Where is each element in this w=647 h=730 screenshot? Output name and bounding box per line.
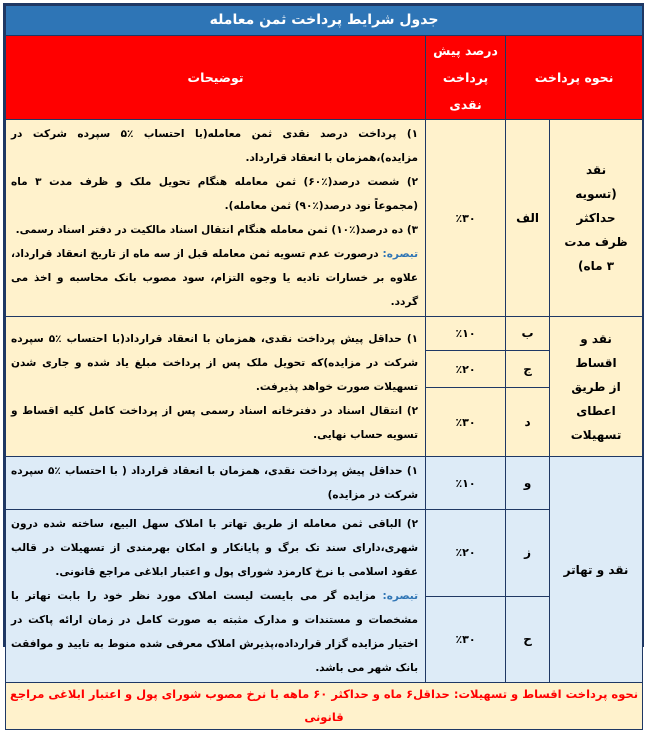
table-row-installments <box>6 317 643 351</box>
table-row-tahator <box>6 457 643 510</box>
prepay-percent: ٪۳۰ <box>426 388 506 457</box>
notes-cash <box>6 120 426 317</box>
table-row-cash <box>6 120 643 317</box>
prepay-percent: ٪۳۰ <box>426 596 506 683</box>
prepay-percent: ٪۲۰ <box>426 351 506 388</box>
table-row-tahator <box>6 510 643 597</box>
header-prepay-percent <box>426 36 506 120</box>
note-tahator-1: ۱) حداقل پیش پرداخت نقدی، همزمان با انعقاد قرارداد ( با احتساب ٪۵ سپرده شرکت در مزایده) <box>11 465 419 501</box>
method-tahator: نقد و تهاتر <box>550 457 643 683</box>
option-letter: الف <box>506 120 550 317</box>
option-letter: د <box>506 388 550 457</box>
option-letter: ح <box>506 596 550 683</box>
table-title: جدول شرایط پرداخت ثمن معامله <box>6 6 643 36</box>
prepay-percent: ٪۱۰ <box>426 317 506 351</box>
method-cash-line-4: ظرف مدت <box>564 235 628 249</box>
method-cash-line-5: ۳ ماه) <box>578 259 615 273</box>
header-prepay-line-2: پرداخت <box>442 70 489 85</box>
note-text: درصورت عدم تسویه ثمن معامله قبل از سه ماه از تاریخ انعقاد قرارداد، علاوه بر خسارات تادیه یا وجوه التزام، سود مصوب بانک محاسبه و اخذ می گردد. <box>11 248 419 308</box>
prepay-percent: ٪۱۰ <box>426 457 506 510</box>
method-inst-line-4: اعطای <box>576 403 616 418</box>
header-payment-method: نحوه پرداخت <box>506 36 643 120</box>
payment-terms-table-frame <box>3 3 644 724</box>
note-label: تبصره: <box>382 590 419 602</box>
note-cash-3: ۳) ده درصد(٪۱۰) ثمن معامله هنگام انتقال اسناد مالکیت در دفتر اسناد رسمی. <box>15 224 419 236</box>
method-inst-line-3: از طریق <box>571 379 621 394</box>
prepay-percent: ٪۲۰ <box>426 510 506 597</box>
payment-terms-table <box>5 5 643 730</box>
note-cash-2: ۲) شصت درصد(٪۶۰) ثمن معامله هنگام تحویل ملک و ظرف مدت ۳ ماه (مجموعاً نود درصد(٪۹۰) ثمن معامله). <box>11 176 419 212</box>
notes-tahator-1 <box>6 457 426 510</box>
method-installments <box>550 317 643 457</box>
note-tahator-2: ۲) الباقی ثمن معامله از طریق تهاتر با املاک سهل البیع، ساخته شده درون شهری،دارای سند تک برگ و پایانکار و امکان بهرمندی از تسهیلات در قالب عقود اسلامی با نرخ کارمزد شورای پول و اعتبار ابلاغی مراجع قانونی. <box>11 518 419 578</box>
note-cash-1: ۱) پرداخت درصد نقدی ثمن معامله(با احتساب ٪۵ سپرده شرکت در مزایده)،همزمان با انعقاد قرارداد. <box>11 128 419 164</box>
option-letter: ز <box>506 510 550 597</box>
note-label: تبصره: <box>382 248 419 260</box>
note-inst-1: ۱) حداقل پیش پرداخت نقدی، همزمان با انعقاد قرارداد(با احتساب ٪۵ سپرده شرکت در مزایده)که تحویل ملک پس از پرداخت مبلغ یاد شده و جاری شدن تسهیلات صورت خواهد پذیرفت. <box>11 332 419 393</box>
method-cash-line-3: حداکثر <box>576 211 616 225</box>
table-footer-note: نحوه پرداخت اقساط و تسهیلات: حداقل۶ ماه و حداکثر ۶۰ ماهه با نرخ مصوب شورای پول و اعتبار ابلاغی مراجع قانونی <box>6 683 643 730</box>
header-notes: توضیحات <box>6 36 426 120</box>
option-letter: ب <box>506 317 550 351</box>
method-cash-line-1: نقد <box>586 163 607 177</box>
note-tahator-3 <box>11 584 418 680</box>
method-inst-line-5: تسهیلات <box>570 427 622 442</box>
option-letter: و <box>506 457 550 510</box>
note-text: مزایده گر می بایست لیست املاک مورد نظر خود را بابت تهاتر با مشخصات و مستندات و مدارک مثبته به صورت کامل در زمان ارائه پاکت در اختیار مزایده گزار قرارداده،پذیرش املاک معرفی شده منوط به تایید و موافقت بانک شهر می باشد. <box>11 590 419 674</box>
notes-installments <box>6 317 426 457</box>
method-cash-line-2: (تسویه <box>575 187 617 201</box>
header-prepay-line-1: درصد پیش <box>433 43 498 58</box>
method-cash <box>550 120 643 317</box>
option-letter: ج <box>506 351 550 388</box>
method-inst-line-2: اقساط <box>575 355 617 370</box>
note-inst-2: ۲) انتقال اسناد در دفترخانه اسناد رسمی پس از پرداخت کامل کلیه اقساط و تسویه حساب نهایی. <box>11 404 419 441</box>
note-cash-4 <box>11 242 418 314</box>
notes-tahator-2 <box>6 510 426 683</box>
prepay-percent: ٪۳۰ <box>426 120 506 317</box>
method-inst-line-1: نقد و <box>580 331 612 346</box>
header-prepay-line-3: نقدی <box>449 97 482 112</box>
